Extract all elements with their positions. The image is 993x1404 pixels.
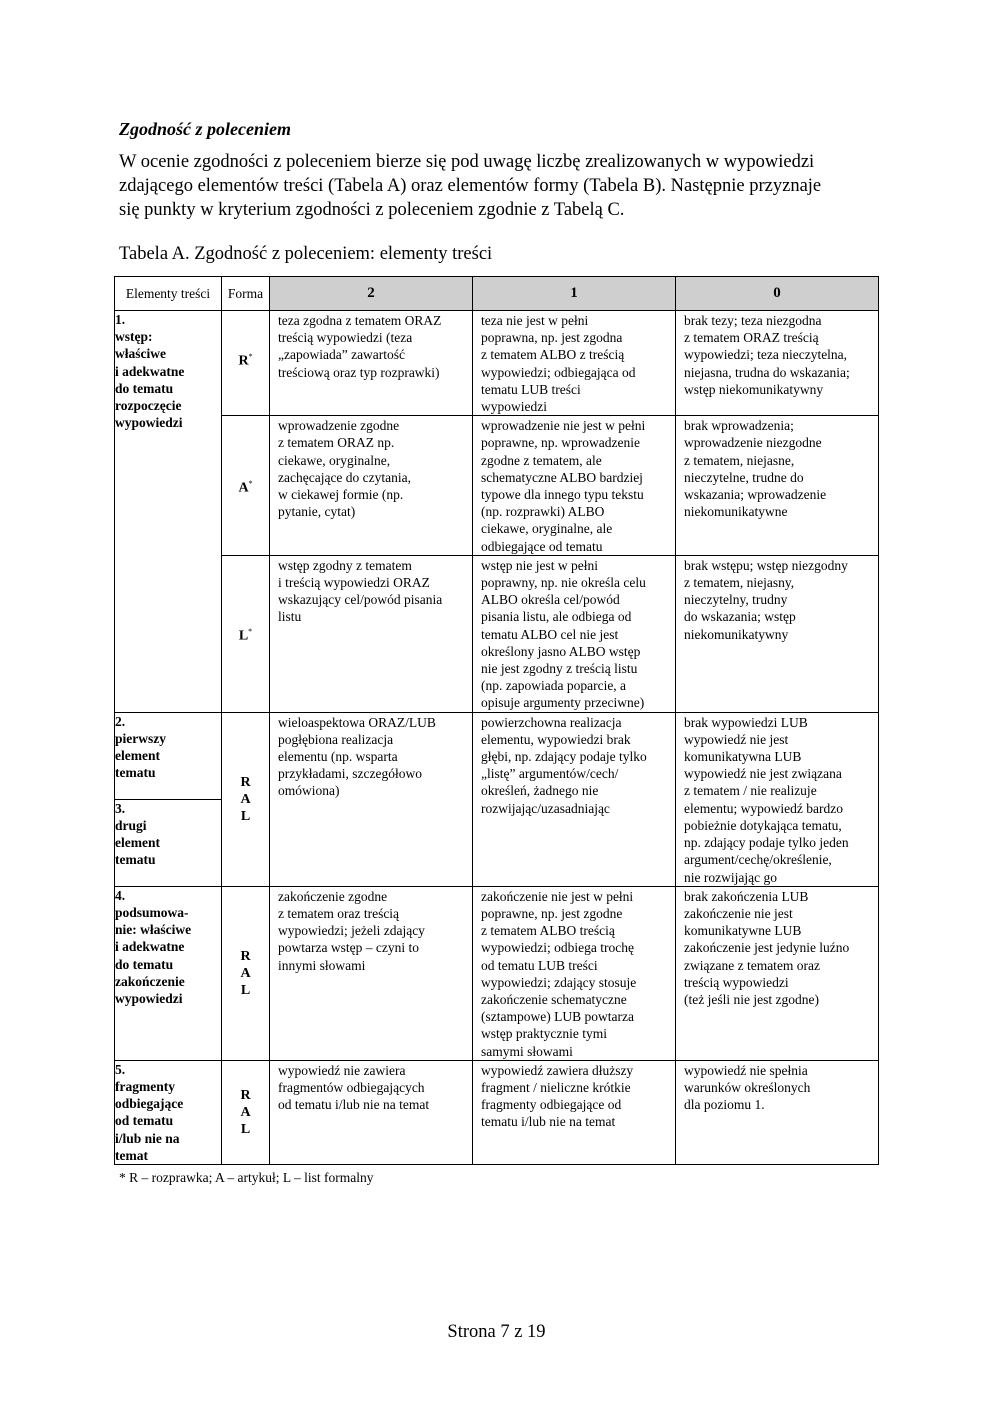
cell-line: poprawne, np. wprowadzenie [481, 435, 640, 451]
cell-line: rozwijając/uzasadniając [481, 800, 610, 816]
cell-line: pobieżnie dotykająca tematu, [684, 817, 842, 833]
cell-line: np. zdający podaje tylko jeden [684, 835, 849, 851]
cell-line: omówiona) [278, 783, 340, 799]
cell-line: powtarza wstęp – czyni to [278, 940, 419, 956]
cell-line: fragmentów odbiegających [278, 1079, 425, 1095]
criterion-line: do tematu [115, 380, 174, 396]
cell-line: poprawny, np. nie określa celu [481, 575, 646, 591]
score-1-cell [473, 416, 676, 556]
form-all-types [222, 1060, 270, 1164]
cell-line: wypowiedź zawiera dłuższy [481, 1062, 634, 1078]
cell-line: ciekawe, oryginalne, [278, 452, 391, 468]
score-0-cell [676, 1060, 879, 1164]
cell-line: fragment / nieliczne krótkie [481, 1079, 631, 1095]
cell-line: przykładami, szczegółowo [278, 766, 422, 782]
criterion-line: wstęp: [115, 329, 153, 345]
cell-line: brak tezy; teza niezgodna [684, 313, 822, 328]
cell-line: wypowiedzi [481, 399, 547, 415]
criterion-line: 4. [115, 887, 126, 903]
cell-line: wypowiedzi; odbiega trochę [481, 940, 634, 956]
cell-line: teza nie jest w pełni [481, 313, 589, 328]
cell-line: od tematu LUB treści [481, 957, 598, 973]
cell-line: powierzchowna realizacja [481, 714, 622, 730]
cell-line: komunikatywne LUB [684, 923, 802, 939]
cell-line: treściową oraz typ rozprawki) [278, 364, 440, 380]
table-row [115, 712, 879, 799]
cell-line: innymi słowami [278, 957, 366, 973]
form-letter: L [238, 628, 249, 644]
table-row [115, 311, 879, 416]
cell-line: tematu ALBO cel nie jest [481, 626, 619, 642]
criterion-line: tematu [115, 852, 156, 868]
score-2-cell [270, 555, 473, 712]
score-0-cell [676, 416, 879, 556]
cell-line: listu [278, 609, 302, 625]
cell-line: nie jest zgodny z treścią listu [481, 661, 638, 677]
page-number: Strona 7 z 19 [447, 1322, 546, 1342]
header-score-0: 0 [676, 277, 879, 311]
form-list [222, 555, 270, 712]
cell-line: wstęp zgodny z tematem [278, 557, 412, 573]
cell-line: od tematu i/lub nie na temat [278, 1097, 430, 1113]
cell-line: do wskazania; wstęp [684, 609, 796, 625]
cell-line: (np. zapowiada poparcie, a [481, 678, 627, 694]
form-letter: A [240, 1104, 251, 1120]
criterion-line: odbiegające [115, 1096, 184, 1112]
cell-line: określony jasno ALBO wstęp [481, 643, 641, 659]
cell-line: zakończenie zgodne [278, 888, 388, 904]
score-0-cell [676, 886, 879, 1060]
header-form: Forma [222, 277, 270, 311]
score-2-cell [270, 886, 473, 1060]
intro-line: się punkty w kryterium zgodności z poleceniem zgodnie z Tabelą C. [119, 200, 625, 220]
cell-line: treścią wypowiedzi (teza [278, 330, 413, 346]
criterion-line: do tematu [115, 956, 174, 972]
cell-line: wypowiedź nie jest [684, 731, 789, 747]
cell-line: wypowiedzi; odbiegająca od [481, 364, 636, 380]
criterion-line: element [115, 748, 160, 764]
cell-line: z tematem / nie realizuje [684, 783, 817, 799]
cell-line: wypowiedź nie jest związana [684, 766, 842, 782]
cell-line: wskazujący cel/powód pisania [278, 592, 443, 608]
header-score-2: 2 [270, 277, 473, 311]
cell-line: wstęp praktycznie tymi [481, 1026, 607, 1042]
criterion-line: temat [115, 1147, 148, 1163]
cell-line: nieczytelne, trudne do [684, 469, 804, 485]
table-row [115, 1060, 879, 1164]
cell-line: wskazania; wprowadzenie [684, 487, 827, 503]
cell-line: z tematem oraz treścią [278, 905, 400, 921]
cell-line: dla poziomu 1. [684, 1097, 765, 1113]
cell-line: poprawne, np. jest zgodne [481, 905, 623, 921]
header-score-1: 1 [473, 277, 676, 311]
cell-line: wprowadzenie zgodne [278, 418, 400, 434]
cell-line: zakończenie nie jest w pełni [481, 888, 634, 904]
form-letter: R [240, 774, 251, 790]
header-criterion: Elementy treści [115, 277, 222, 311]
criterion-line: i adekwatne [115, 363, 185, 379]
table-caption: Tabela A. Zgodność z poleceniem: elementy treści [119, 244, 493, 264]
criterion-line: tematu [115, 765, 156, 781]
cell-line: z tematem ALBO z treścią [481, 347, 625, 363]
cell-line: głębi, np. zdający podaje tylko [481, 749, 647, 765]
criterion-line: zakończenie [115, 973, 185, 989]
cell-line: zakończenie jest jedynie luźno [684, 940, 850, 956]
criterion-line: podsumowa- [115, 904, 189, 920]
footnote: * R – rozprawka; A – artykuł; L – list formalny [119, 1170, 374, 1185]
cell-line: wstęp nie jest w pełni [481, 557, 598, 573]
cell-line: komunikatywna LUB [684, 749, 802, 765]
cell-line: zachęcające do czytania, [278, 469, 412, 485]
criterion-line: 3. [115, 800, 126, 816]
cell-line: elementu, wypowiedzi brak [481, 731, 631, 747]
intro-paragraph [119, 150, 889, 222]
criterion-line: 1. [115, 312, 126, 327]
cell-line: tematu i/lub nie na temat [481, 1114, 616, 1130]
score-1-cell [473, 311, 676, 416]
form-letter: R [240, 1087, 251, 1103]
cell-line: wypowiedź nie spełnia [684, 1062, 808, 1078]
intro-line: zdającego elementów treści (Tabela A) oraz elementów formy (Tabela B). Następnie przyznaje [119, 176, 822, 196]
cell-line: brak wypowiedzi LUB [684, 714, 808, 730]
form-letter: L [240, 1121, 251, 1137]
cell-line: (np. rozprawki) ALBO [481, 504, 605, 520]
score-2-cell [270, 712, 473, 886]
form-letter: L [240, 982, 251, 998]
criterion-line: właściwe [115, 346, 166, 362]
cell-line: pisania listu, ale odbiega od [481, 609, 632, 625]
criterion-off-topic [115, 1060, 222, 1164]
cell-line: schematyczne ALBO bardziej [481, 469, 643, 485]
cell-line: i treścią wypowiedzi ORAZ [278, 575, 430, 591]
cell-line: ciekawe, oryginalne, ale [481, 521, 613, 537]
criterion-line: i adekwatne [115, 939, 185, 955]
form-letter: A [240, 791, 251, 807]
criterion-line: 5. [115, 1061, 126, 1077]
cell-line: teza zgodna z tematem ORAZ [278, 313, 442, 328]
form-letter: R [240, 948, 251, 964]
form-letter: A [240, 965, 251, 981]
cell-line: pytanie, cytat) [278, 504, 356, 520]
cell-line: wieloaspektowa ORAZ/LUB [278, 714, 436, 730]
score-2-cell [270, 1060, 473, 1164]
cell-line: typowe dla innego typu tekstu [481, 487, 644, 503]
score-1-cell [473, 886, 676, 1060]
cell-line: tematu LUB treści [481, 381, 581, 397]
table-row [115, 416, 879, 556]
cell-line: wypowiedzi; zdający stosuje [481, 974, 637, 990]
form-all-types [222, 712, 270, 886]
cell-line: w ciekawej formie (np. [278, 487, 404, 503]
cell-line: z tematem ALBO treścią [481, 923, 615, 939]
cell-line: „listę” argumentów/cech/ [481, 766, 619, 782]
score-0-cell [676, 311, 879, 416]
cell-line: z tematem, niejasne, [684, 452, 795, 468]
score-2-cell [270, 311, 473, 416]
criterion-line: drugi [115, 817, 147, 833]
cell-line: z tematem ORAZ np. [278, 435, 395, 451]
cell-line: ALBO określa cel/powód [481, 592, 620, 608]
cell-line: niejasna, trudna do wskazania; [684, 364, 850, 380]
cell-line: niekomunikatywny [684, 626, 789, 642]
cell-line: z tematem ORAZ treścią [684, 330, 819, 346]
footnote-marker: * [248, 478, 253, 488]
cell-line: (też jeśli nie jest zgodne) [684, 991, 819, 1007]
cell-line: opisuje argumenty przeciwne) [481, 695, 645, 711]
score-0-cell [676, 712, 879, 886]
criterion-line: pierwszy [115, 730, 166, 746]
cell-line: argument/cechę/określenie, [684, 852, 832, 868]
content-elements-table [114, 276, 879, 1165]
footnote-marker: * [248, 626, 253, 636]
criterion-line: i/lub nie na [115, 1130, 180, 1146]
score-0-cell [676, 555, 879, 712]
table-row [115, 886, 879, 1060]
cell-line: fragmenty odbiegające od [481, 1097, 622, 1113]
cell-line: (sztampowe) LUB powtarza [481, 1009, 634, 1025]
intro-line: W ocenie zgodności z poleceniem bierze się pod uwagę liczbę zrealizowanych w wypowiedzi [119, 152, 815, 172]
criterion-line: wypowiedzi [115, 990, 183, 1006]
form-all-types [222, 886, 270, 1060]
cell-line: wprowadzenie niezgodne [684, 435, 822, 451]
criterion-intro [115, 311, 222, 713]
cell-line: wstęp niekomunikatywny [684, 381, 824, 397]
criterion-line: fragmenty [115, 1078, 175, 1094]
cell-line: odbiegające od tematu [481, 538, 603, 554]
cell-line: wprowadzenie nie jest w pełni [481, 418, 646, 434]
score-2-cell [270, 416, 473, 556]
cell-line: elementu (np. wsparta [278, 749, 398, 765]
form-letter: R [238, 353, 249, 369]
criterion-line: rozpoczęcie [115, 398, 182, 414]
cell-line: określeń, żadnego nie [481, 783, 599, 799]
cell-line: zakończenie nie jest [684, 905, 793, 921]
cell-line: brak wstępu; wstęp niezgodny [684, 557, 848, 573]
cell-line: wypowiedzi; teza nieczytelna, [684, 347, 848, 363]
criterion-second-element [115, 799, 222, 886]
cell-line: nie rozwijając go [684, 869, 777, 885]
form-letter: L [240, 808, 251, 824]
form-rozprawka [222, 311, 270, 416]
score-1-cell [473, 1060, 676, 1164]
table-header-row [115, 277, 879, 311]
score-1-cell [473, 555, 676, 712]
cell-line: wypowiedź nie zawiera [278, 1062, 406, 1078]
cell-line: warunków określonych [684, 1079, 811, 1095]
cell-line: brak zakończenia LUB [684, 888, 809, 904]
cell-line: brak wprowadzenia; [684, 418, 794, 434]
score-1-cell [473, 712, 676, 886]
form-artykul [222, 416, 270, 556]
cell-line: poprawna, np. jest zgodna [481, 330, 623, 346]
cell-line: związane z tematem oraz [684, 957, 821, 973]
cell-line: zgodne z tematem, ale [481, 452, 602, 468]
cell-line: pogłębiona realizacja [278, 731, 394, 747]
cell-line: niekomunikatywne [684, 504, 788, 520]
form-letter: A [238, 480, 249, 496]
table-row [115, 555, 879, 712]
cell-line: zakończenie schematyczne [481, 991, 627, 1007]
criterion-line: wypowiedzi [115, 415, 183, 431]
cell-line: z tematem, niejasny, [684, 575, 795, 591]
cell-line: wypowiedzi; jeżeli zdający [278, 923, 425, 939]
criterion-first-element [115, 712, 222, 799]
criterion-line: element [115, 835, 160, 851]
cell-line: treścią wypowiedzi [684, 974, 789, 990]
cell-line: „zapowiada” zawartość [278, 347, 406, 363]
footnote-marker: * [248, 352, 253, 362]
criterion-line: 2. [115, 713, 126, 729]
cell-line: samymi słowami [481, 1043, 573, 1059]
cell-line: elementu; wypowiedź bardzo [684, 800, 843, 816]
criterion-line: od tematu [115, 1113, 174, 1129]
section-heading: Zgodność z poleceniem [119, 119, 291, 139]
criterion-conclusion [115, 886, 222, 1060]
cell-line: nieczytelny, trudny [684, 592, 788, 608]
criterion-line: nie: właściwe [115, 922, 192, 938]
